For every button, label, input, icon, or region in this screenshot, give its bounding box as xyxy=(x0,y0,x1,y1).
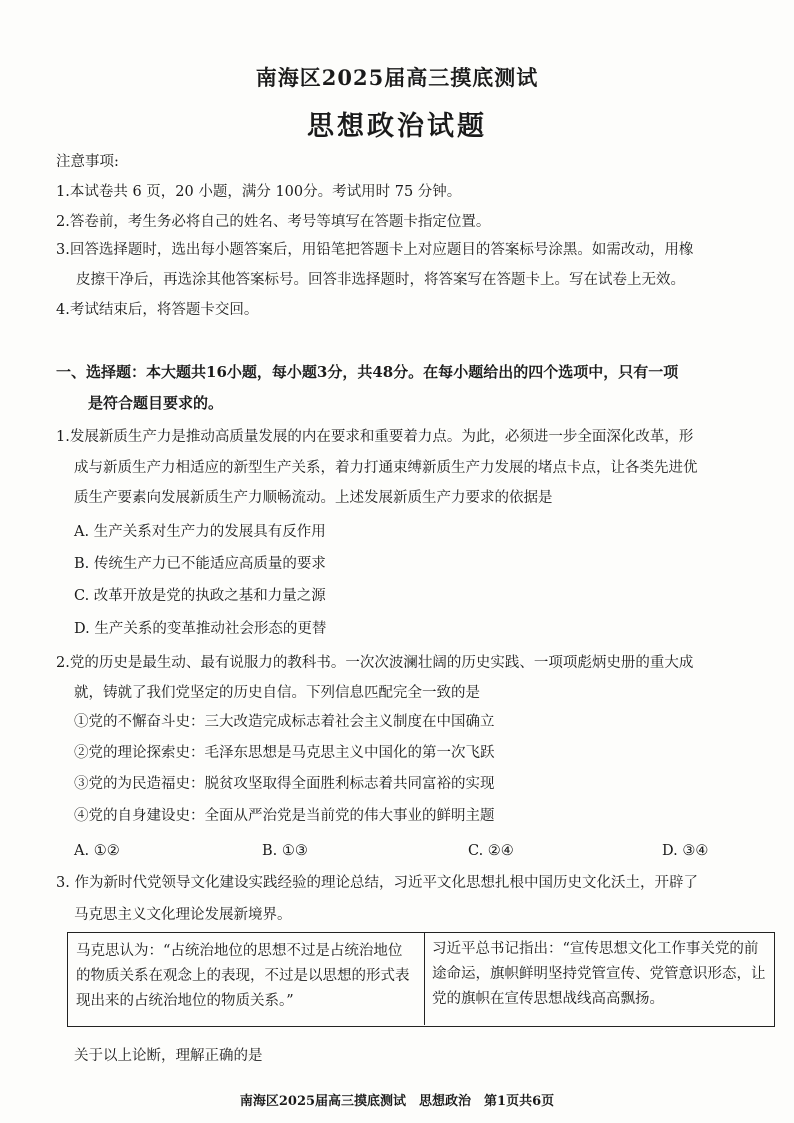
quote-divider xyxy=(424,933,425,1025)
question-2-stem: 就，铸就了我们党坚定的历史自信。下列信息匹配完全一致的是 xyxy=(74,685,480,701)
xi-quote: 习近平总书记指出：“宣传思想文化工作事关党的前途命运，旗帜鲜明坚持党管宣传、党管意识形态，让党的旗帜在宣传思想战线高高飘扬。 xyxy=(432,941,766,1007)
question-1-option-a: A. 生产关系对生产力的发展具有反作用 xyxy=(74,524,326,540)
section-heading-continued: 是符合题目要求的。 xyxy=(88,394,224,412)
question-2-option-a: A. ①② xyxy=(74,843,120,859)
question-3-stem: 马克思主义文化理论发展新境界。 xyxy=(74,907,292,923)
note-item: 3.回答选择题时，选出每小题答案后，用铅笔把答题卡上对应题目的答案标号涂黑。如需改动，用橡 xyxy=(56,242,694,258)
note-item: 1.本试卷共 6 页，20 小题，满分 100分。考试用时 75 分钟。 xyxy=(56,184,462,200)
question-2-statement: ③党的为民造福史：脱贫攻坚取得全面胜利标志着共同富裕的实现 xyxy=(74,776,495,792)
note-item-continued: 皮擦干净后，再选涂其他答案标号。回答非选择题时，将答案写在答题卡上。写在试卷上无效。 xyxy=(76,272,685,288)
note-item: 2.答卷前，考生务必将自己的姓名、考号等填写在答题卡指定位置。 xyxy=(56,214,491,230)
question-2-statement: ④党的自身建设史：全面从严治党是当前党的伟大事业的鲜明主题 xyxy=(74,808,495,824)
question-2-option-d: D. ③④ xyxy=(662,843,709,859)
note-item: 4.考试结束后，将答题卡交回。 xyxy=(56,302,259,318)
exam-subject-title: 思想政治试题 xyxy=(307,111,487,142)
question-3-prompt: 关于以上论断，理解正确的是 xyxy=(74,1048,263,1064)
question-1-stem: 1.发展新质生产力是推动高质量发展的内在要求和重要着力点。为此，必须进一步全面深化改革，形 xyxy=(56,429,694,445)
question-1-option-b: B. 传统生产力已不能适应高质量的要求 xyxy=(74,556,326,572)
question-2-option-b: B. ①③ xyxy=(262,843,308,859)
question-2-stem: 2.党的历史是最生动、最有说服力的教科书。一次次波澜壮阔的历史实践、一项项彪炳史册的重大成 xyxy=(56,655,694,671)
question-1-stem: 质生产要素向发展新质生产力顺畅流动。上述发展新质生产力要求的依据是 xyxy=(74,490,553,506)
question-1-stem: 成与新质生产力相适应的新型生产关系，着力打通束缚新质生产力发展的堵点卡点，让各类先进优 xyxy=(74,460,698,476)
question-2-option-c: C. ②④ xyxy=(468,843,514,859)
question-1-option-d: D. 生产关系的变革推动社会形态的更替 xyxy=(74,621,327,637)
page-footer: 南海区2025届高三摸底测试 思想政治 第1页共6页 xyxy=(239,1094,555,1109)
notes-heading: 注意事项: xyxy=(56,154,119,170)
question-3-stem: 3. 作为新时代党领导文化建设实践经验的理论总结，习近平文化思想扎根中国历史文化沃土，开辟了 xyxy=(56,875,698,891)
question-2-statement: ②党的理论探索史：毛泽东思想是马克思主义中国化的第一次飞跃 xyxy=(74,745,495,761)
question-2-statement: ①党的不懈奋斗史：三大改造完成标志着社会主义制度在中国确立 xyxy=(74,714,495,730)
quote-table xyxy=(67,932,775,1027)
section-heading: 一、选择题：本大题共16小题，每小题3分，共48分。在每小题给出的四个选项中，只有一项 xyxy=(56,363,679,381)
marx-quote: 马克思认为：“占统治地位的思想不过是占统治地位的物质关系在观念上的表现，不过是以思想的形式表现出来的占统治地位的物质关系。” xyxy=(76,943,410,1009)
exam-title: 南海区2025届高三摸底测试 xyxy=(255,65,539,90)
question-1-option-c: C. 改革开放是党的执政之基和力量之源 xyxy=(74,588,326,604)
